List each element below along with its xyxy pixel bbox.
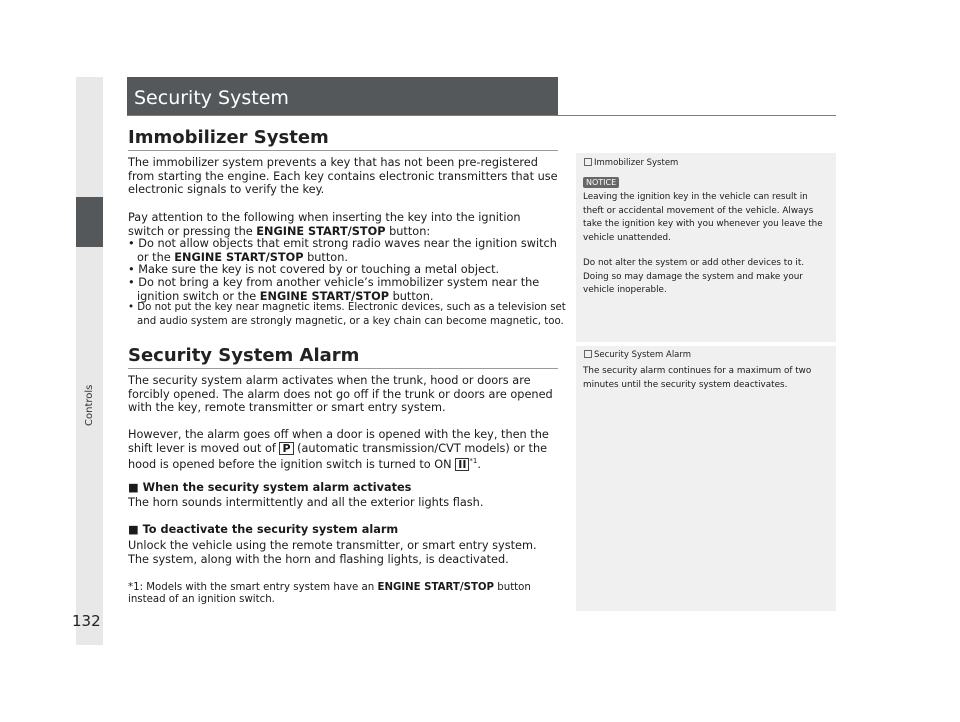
reference-icon [584, 158, 592, 166]
immobilizer-heading-rule [128, 150, 558, 151]
alarm-para1: The security system alarm activates when the trunk, hood or doors are forcibly opened. The alarm does not go off if the trunk or doors are opened with the key, remote transmitter or smart entry system. [128, 374, 553, 415]
section-tab-marker [76, 197, 103, 247]
title-divider [127, 115, 836, 116]
alarm-para2-c: . [477, 457, 481, 471]
page-number: 132 [72, 612, 101, 630]
ignition-ii-key: II [455, 458, 469, 471]
immobilizer-bullet3 [128, 276, 567, 303]
alarm-heading-rule [128, 368, 558, 369]
bullet3-tail: button. [389, 289, 434, 303]
sidebar1-text2: Do not alter the system or add other devices to it. Doing so may damage the system and make your vehicle inoperable. [583, 258, 805, 295]
bullet1-tail: button. [303, 250, 348, 264]
para2-tail: button: [385, 224, 431, 238]
bullet3-bold: ENGINE START/STOP [259, 289, 389, 303]
bullet1-bold: ENGINE START/STOP [174, 250, 304, 264]
sidebar2-heading [584, 350, 691, 360]
sidebar-panel [576, 153, 836, 611]
footnote-bold: ENGINE START/STOP [377, 582, 495, 593]
sub-heading-activates: ■ When the security system alarm activates [128, 481, 412, 494]
alarm-para2 [128, 428, 558, 472]
immobilizer-bullet2: • Make sure the key is not covered by or touching a metal object. [128, 263, 500, 276]
footnote-tail: button instead of an ignition switch. [128, 582, 531, 605]
footnote-ref: *1 [469, 457, 478, 466]
immobilizer-para1: The immobilizer system prevents a key that has not been pre-registered from starting the engine. Each key contains electronic transmitters that use electronic signals to verify the key. [128, 156, 558, 197]
footnote-text: *1: Models with the smart entry system have an [128, 582, 378, 593]
page-title: Security System [134, 87, 289, 109]
alarm-para2-b: (automatic transmission/CVT models) or the hood is opened before the ignition switch is turned to ON [128, 441, 548, 471]
title-bar [127, 77, 558, 116]
bullet1-text: • Do not allow objects that emit strong radio waves near the ignition switch or the [128, 237, 557, 264]
footnote [128, 582, 558, 606]
para2-bold: ENGINE START/STOP [256, 224, 386, 238]
notice-badge: NOTICE [583, 177, 619, 188]
shift-p-key: P [279, 442, 293, 455]
immobilizer-heading: Immobilizer System [128, 127, 329, 148]
sub-text-deactivate: Unlock the vehicle using the remote transmitter, or smart entry system. The system, along with the horn and flashing lights, is deactivated. [128, 539, 537, 566]
immobilizer-bullet4: • Do not put the key near magnetic items. Electronic devices, such as a television set and audio system are strongly magnetic, or a key chain can become magnetic, too. [128, 302, 566, 327]
para2-text: Pay attention to the following when inserting the key into the ignition switch or pressing the [128, 211, 521, 238]
sidebar2-text: The security alarm continues for a maximum of two minutes until the security system deactivates. [583, 366, 812, 390]
sub-text-activates: The horn sounds intermittently and all the exterior lights flash. [128, 496, 484, 509]
section-tab [76, 77, 103, 645]
alarm-heading: Security System Alarm [128, 345, 360, 366]
sidebar-separator [576, 342, 836, 346]
sidebar1-text1: Leaving the ignition key in the vehicle can result in theft or accidental movement of the vehicle. Always take the ignition key with you whenever you leave the vehicle unattended. [583, 192, 823, 243]
sidebar1-heading-text: Immobilizer System [594, 158, 679, 168]
immobilizer-bullet1 [128, 237, 567, 264]
sidebar1-heading [584, 158, 678, 168]
immobilizer-para2 [128, 211, 558, 238]
reference-icon [584, 350, 592, 358]
sidebar2-heading-text: Security System Alarm [594, 350, 692, 360]
bullet3-text: • Do not bring a key from another vehicle’s immobilizer system near the ignition switch or the [128, 276, 540, 303]
section-tab-label: Controls [84, 384, 95, 426]
sub-heading-deactivate: ■ To deactivate the security system alarm [128, 523, 399, 536]
alarm-para2-a: However, the alarm goes off when a door is opened with the key, then the shift lever is moved out of [128, 428, 549, 455]
